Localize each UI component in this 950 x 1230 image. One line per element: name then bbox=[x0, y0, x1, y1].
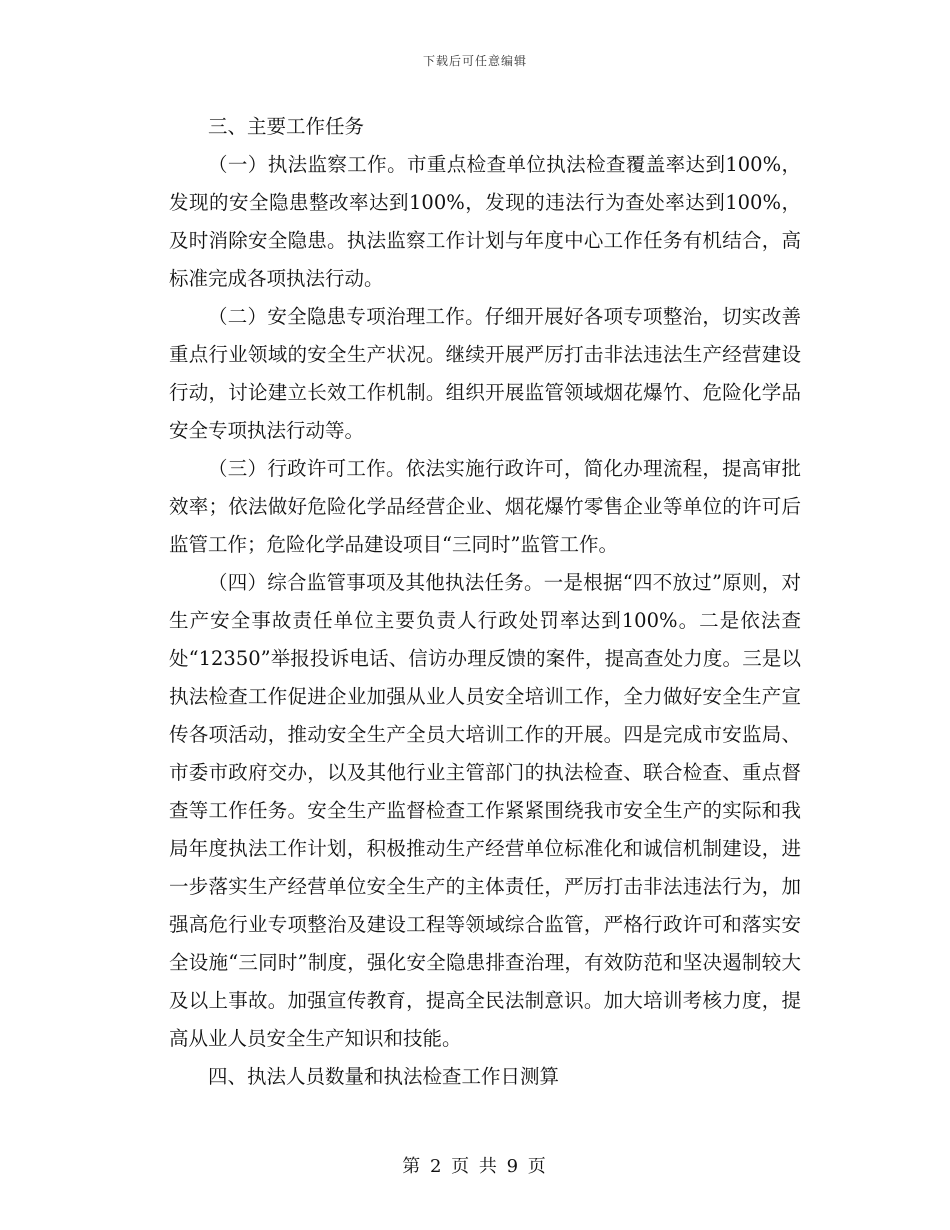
document-body bbox=[169, 108, 801, 1096]
page-number: 第 2 页 共 9 页 bbox=[402, 1156, 548, 1177]
paragraph-comprehensive-supervision: （四）综合监管事项及其他执法任务。一是根据“四不放过”原则，对生产安全事故责任单位主要负责人行政处罚率达到100%。二是依法查处“12350”举报投诉电话、信访办理反馈的案件，提高查处力度。三是以执法检查工作促进企业加强从业人员安全培训工作，全力做好安全生产宣传各项活动，推动安全生产全员大培训工作的开展。四是完成市安监局、市委市政府交办，以及其他行业主管部门的执法检查、联合检查、重点督查等工作任务。安全生产监督检查工作紧紧围绕我市安全生产的实际和我局年度执法工作计划，积极推动生产经营单位标准化和诚信机制建设，进一步落实生产经营单位安全生产的主体责任，严厉打击非法违法行为，加强高危行业专项整治及建设工程等领域综合监管，严格行政许可和落实安全设施“三同时”制度，强化安全隐患排查治理，有效防范和坚决遏制较大及以上事故。加强宣传教育，提高全民法制意识。加大培训考核力度，提高从业人员安全生产知识和技能。 bbox=[169, 571, 801, 1050]
header-note: 下载后可任意编辑 bbox=[422, 54, 527, 68]
paragraph-hazard-governance: （二）安全隐患专项治理工作。仔细开展好各项专项整治，切实改善重点行业领域的安全生产状况。继续开展严厉打击非法违法生产经营建设行动，讨论建立长效工作机制。组织开展监管领域烟花爆竹、危险化学品安全专项执法行动等。 bbox=[169, 305, 801, 442]
section-heading-3: 三、主要工作任务 bbox=[208, 115, 365, 138]
page-footer bbox=[0, 1152, 950, 1178]
paragraph-administrative-licensing: （三）行政许可工作。依法实施行政许可，简化办理流程，提高审批效率；依法做好危险化学品经营企业、烟花爆竹零售企业等单位的许可后监管工作；危险化学品建设项目“三同时”监管工作。 bbox=[169, 457, 801, 556]
paragraph-enforcement-supervision: （一）执法监察工作。市重点检查单位执法检查覆盖率达到100%，发现的安全隐患整改率达到100%，发现的违法行为查处率达到100%，及时消除安全隐患。执法监察工作计划与年度中心工作任务有机结合，高标准完成各项执法行动。 bbox=[169, 153, 801, 290]
section-heading-4: 四、执法人员数量和执法检查工作日测算 bbox=[208, 1065, 560, 1088]
